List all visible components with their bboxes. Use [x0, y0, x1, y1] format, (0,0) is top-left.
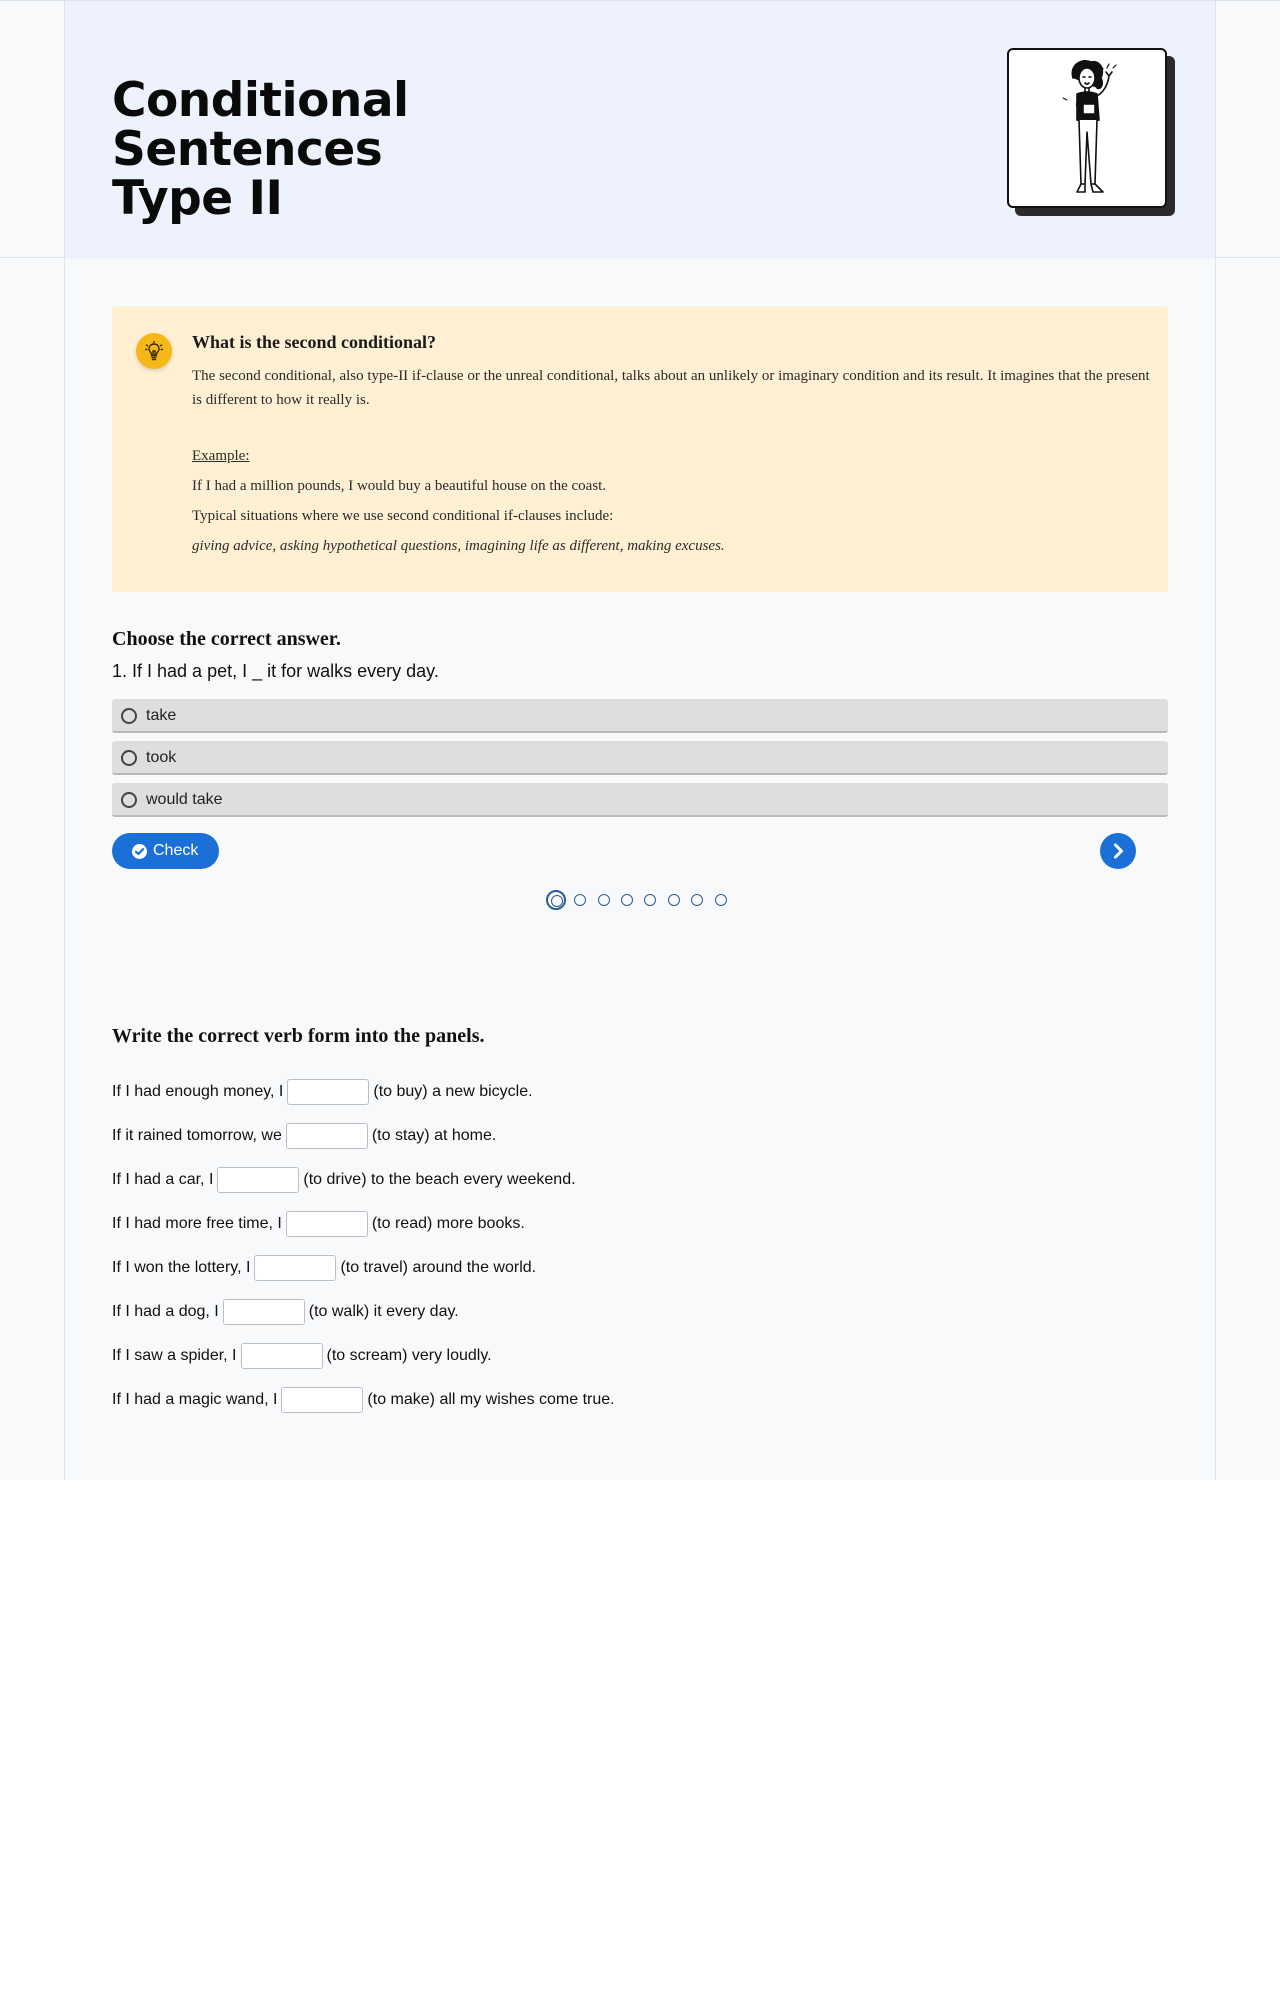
radio-icon[interactable] — [121, 792, 137, 808]
fill-row-before: If I had more free time, I — [112, 1215, 282, 1232]
verb-input-1[interactable] — [287, 1079, 369, 1105]
verb-input-5[interactable] — [254, 1255, 336, 1281]
right-guide-line — [1215, 258, 1216, 1480]
situations-list: giving advice, asking hypothetical questions, imagining life as different, making excuses. — [192, 538, 725, 554]
pagination-dot-4[interactable] — [621, 894, 633, 906]
fill-row — [112, 1210, 525, 1238]
fill-row-after: (to drive) to the beach every weekend. — [303, 1171, 576, 1188]
fill-row-before: If I had a magic wand, I — [112, 1391, 278, 1408]
pagination-dot-6[interactable] — [668, 894, 680, 906]
verb-input-3[interactable] — [217, 1167, 299, 1193]
pagination-dot-8[interactable] — [715, 894, 727, 906]
answer-option-label: take — [146, 707, 177, 724]
fill-row-after: (to travel) around the world. — [340, 1259, 537, 1276]
fill-row-after: (to make) all my wishes come true. — [367, 1391, 615, 1408]
quiz-question: 1. If I had a pet, I _ it for walks every day. — [112, 661, 439, 681]
quiz-heading: Choose the correct answer. — [112, 628, 341, 650]
fill-row-before: If I had a dog, I — [112, 1303, 219, 1320]
lightbulb-icon — [136, 333, 172, 369]
fill-row-before: If I saw a spider, I — [112, 1347, 237, 1364]
check-button[interactable] — [112, 833, 219, 869]
answer-option-take[interactable] — [112, 699, 1168, 733]
verb-input-6[interactable] — [223, 1299, 305, 1325]
fill-row-after: (to scream) very loudly. — [326, 1347, 492, 1364]
left-guide-line — [64, 258, 65, 1480]
answer-option-label: would take — [146, 791, 223, 808]
info-body: The second conditional, also type-II if-clause or the unreal conditional, talks about an unlikely or imaginary condition and its result. It imagines that the present is different to how it really is. — [192, 368, 1150, 408]
verb-input-8[interactable] — [281, 1387, 363, 1413]
radio-icon[interactable] — [121, 708, 137, 724]
pagination-dot-5[interactable] — [644, 894, 656, 906]
woman-illustration — [1007, 48, 1167, 208]
pagination-dot-1[interactable] — [546, 890, 566, 910]
question-pagination — [546, 890, 746, 910]
example-sentence: If I had a million pounds, I would buy a beautiful house on the coast. — [192, 478, 607, 494]
fill-row — [112, 1298, 459, 1326]
fill-row-before: If it rained tomorrow, we — [112, 1127, 282, 1144]
check-button-label: Check — [153, 842, 199, 859]
pagination-dot-3[interactable] — [598, 894, 610, 906]
verb-input-7[interactable] — [241, 1343, 323, 1369]
fill-row-before: If I won the lottery, I — [112, 1259, 251, 1276]
verb-input-4[interactable] — [286, 1211, 368, 1237]
fill-row-after: (to walk) it every day. — [308, 1303, 459, 1320]
answer-option-label: took — [146, 749, 177, 766]
chevron-right-icon — [1100, 833, 1136, 869]
answer-option-took[interactable] — [112, 741, 1168, 775]
pagination-dot-7[interactable] — [691, 894, 703, 906]
verb-input-2[interactable] — [286, 1123, 368, 1149]
fill-row — [112, 1254, 536, 1282]
fill-row-after: (to stay) at home. — [371, 1127, 497, 1144]
example-label: Example: — [192, 448, 250, 464]
check-circle-icon — [132, 844, 147, 859]
fill-row-before: If I had a car, I — [112, 1171, 214, 1188]
fill-row-after: (to buy) a new bicycle. — [373, 1083, 533, 1100]
fill-row — [112, 1166, 576, 1194]
fill-row-before: If I had enough money, I — [112, 1083, 284, 1100]
next-question-button[interactable] — [1100, 833, 1136, 869]
page-title-line-1: Conditional Sentences — [112, 73, 409, 177]
situations-intro: Typical situations where we use second conditional if-clauses include: — [192, 508, 614, 524]
page-title-line-2: Type II — [112, 171, 283, 226]
answer-option-would-take[interactable] — [112, 783, 1168, 817]
fill-heading: Write the correct verb form into the panels. — [112, 1025, 485, 1047]
fill-row — [112, 1122, 496, 1150]
fill-row — [112, 1342, 492, 1370]
info-title: What is the second conditional? — [192, 332, 437, 352]
fill-row-after: (to read) more books. — [371, 1215, 525, 1232]
fill-row — [112, 1386, 615, 1414]
info-box — [112, 306, 1168, 592]
radio-icon[interactable] — [121, 750, 137, 766]
page-title — [112, 73, 672, 226]
fill-row — [112, 1078, 533, 1106]
pagination-dot-2[interactable] — [574, 894, 586, 906]
